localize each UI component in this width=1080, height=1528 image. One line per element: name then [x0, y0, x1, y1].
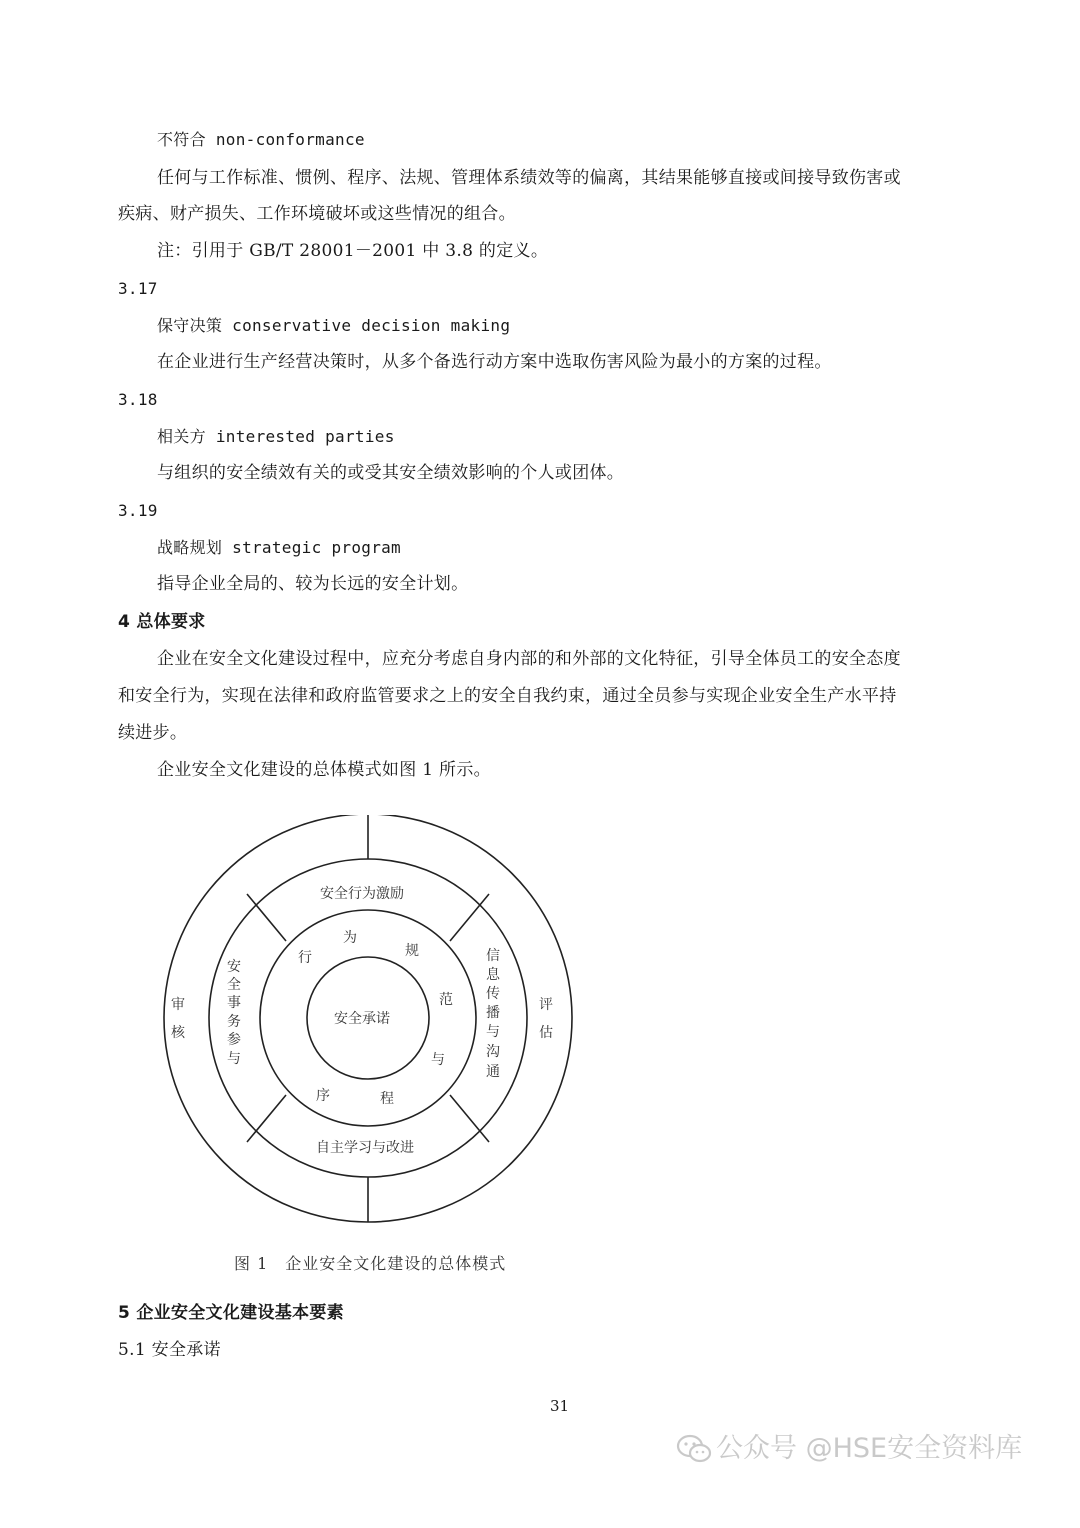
definition-line: 在企业进行生产经营决策时，从多个备选行动方案中选取伤害风险为最小的方案的过程。: [157, 352, 832, 372]
right-label: [486, 948, 501, 1080]
safety-culture-model-figure: [150, 815, 590, 1225]
wechat-icon: [676, 1434, 712, 1464]
right-char: 信: [486, 948, 500, 964]
left-label: [227, 959, 241, 1067]
ring-char: 规: [405, 943, 419, 959]
left-char: 与: [227, 1051, 241, 1067]
body-line: 企业安全文化建设的总体模式如图 1 所示。: [157, 760, 491, 780]
divider-line: [450, 894, 489, 941]
left-char: 务: [227, 1014, 241, 1030]
top-label: 安全行为激励: [320, 886, 404, 902]
divider-line: [450, 1095, 489, 1142]
term-title: 战略规划 strategic program: [157, 538, 401, 557]
body-line: 企业在安全文化建设过程中，应充分考虑自身内部的和外部的文化特征，引导全体员工的安全态度: [157, 649, 901, 669]
right-char: 沟: [486, 1044, 500, 1060]
right-char: 播: [486, 1005, 500, 1021]
section-number: 3.18: [118, 390, 158, 409]
page-number: 31: [550, 1397, 570, 1415]
definition-line: 任何与工作标准、惯例、程序、法规、管理体系绩效等的偏离，其结果能够直接或间接导致伤害或: [157, 168, 901, 188]
right-char: 息: [486, 967, 500, 983]
definition-line: 与组织的安全绩效有关的或受其安全绩效影响的个人或团体。: [157, 463, 625, 483]
divider-line: [247, 1095, 286, 1142]
term-non-conformance: 不符合 non-conformance: [157, 130, 365, 149]
divider-line: [247, 894, 286, 941]
left-char: 参: [227, 1032, 241, 1048]
ring-char: 范: [439, 992, 453, 1008]
ring-char: 与: [431, 1052, 445, 1068]
note-line: 注：引用于 GB/T 28001－2001 中 3.8 的定义。: [157, 241, 549, 261]
section-heading: 5 企业安全文化建设基本要素: [118, 1303, 344, 1323]
figure-caption: 图 1 企业安全文化建设的总体模式: [234, 1254, 507, 1273]
outer-left-char: 审: [171, 997, 185, 1013]
section-heading: 4 总体要求: [118, 612, 206, 632]
left-char: 安: [227, 959, 241, 975]
term-title: 保守决策 conservative decision making: [157, 316, 511, 335]
right-char: 与: [486, 1024, 500, 1040]
ring-char: 程: [380, 1091, 394, 1107]
left-char: 全: [227, 977, 241, 993]
body-line: 和安全行为，实现在法律和政府监管要求之上的安全自我约束，通过全员参与实现企业安全生产水平持: [118, 686, 897, 706]
ring-char: 行: [298, 950, 312, 966]
left-char: 事: [227, 995, 241, 1011]
outer-left-char: 核: [171, 1025, 185, 1041]
definition-line: 指导企业全局的、较为长远的安全计划。: [157, 574, 469, 594]
section-number: 3.19: [118, 501, 158, 520]
body-line: 续进步。: [118, 723, 188, 743]
term-title: 相关方 interested parties: [157, 427, 395, 446]
center-label: 安全承诺: [334, 1011, 390, 1027]
ring-char: 序: [316, 1088, 330, 1104]
subsection-heading: 5.1 安全承诺: [118, 1340, 221, 1360]
right-char: 通: [486, 1064, 500, 1080]
definition-line: 疾病、财产损失、工作环境破坏或这些情况的组合。: [118, 204, 516, 224]
bottom-label: 自主学习与改进: [316, 1140, 414, 1156]
watermark-text: 公众号 @HSE安全资料库: [716, 1433, 1023, 1464]
ring-char: 为: [343, 930, 357, 946]
outer-right-char: 估: [539, 1025, 553, 1041]
right-char: 传: [486, 986, 500, 1002]
section-number: 3.17: [118, 279, 158, 298]
outer-right-char: 评: [539, 997, 553, 1013]
